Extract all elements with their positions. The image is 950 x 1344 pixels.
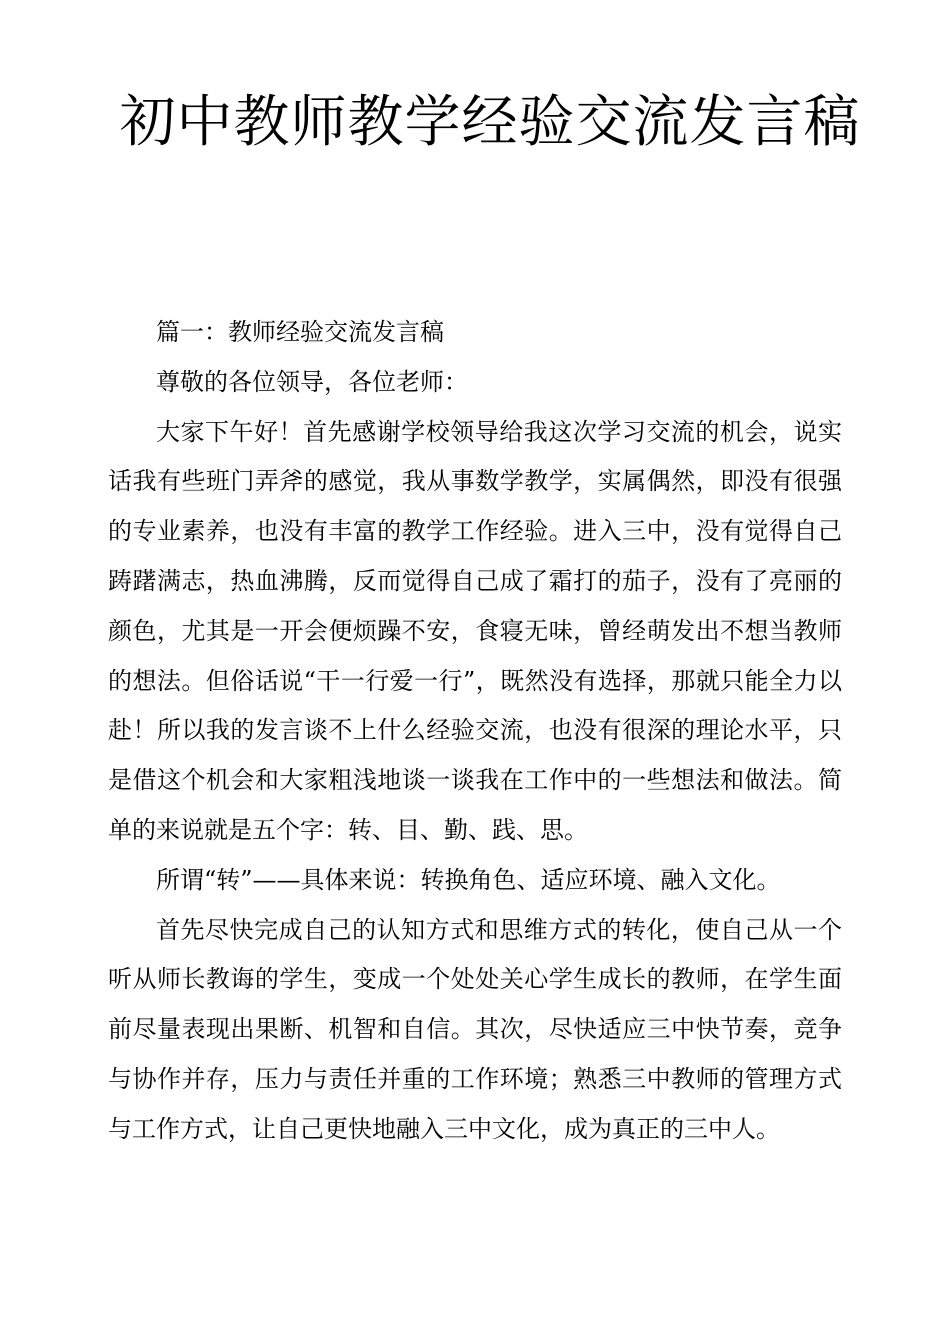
paragraph-zhuan-intro: 所谓“转”——具体来说：转换角色、适应环境、融入文化。 (156, 865, 781, 894)
document-body (108, 308, 842, 1155)
document-title: 初中教师教学经验交流发言稿 (119, 90, 861, 155)
paragraph-zhuan-detail: 首先尽快完成自己的认知方式和思维方式的转化，使自己从一个听从师长教诲的学生，变成一个处处关心学生成长的教师，在学生面前尽量表现出果断、机智和自信。其次，尽快适应三中快节奏，竞争与协作并存，压力与责任并重的工作环境；熟悉三中教师的管理方式与工作方式，让自己更快地融入三中文化，成为真正的三中人。 (108, 915, 842, 1143)
paragraph-salutation: 尊敬的各位领导，各位老师： (156, 367, 468, 396)
paragraph-opening: 大家下午好！首先感谢学校领导给我这次学习交流的机会，说实话我有些班门弄斧的感觉，我从事数学教学，实属偶然，即没有很强的专业素养，也没有丰富的教学工作经验。进入三中，没有觉得自己踌躇满志，热血沸腾，反而觉得自己成了霜打的茄子，没有了亮丽的颜色，尤其是一开会便烦躁不安，食寝无味，曾经萌发出不想当教师的想法。但俗话说“干一行爱一行”，既然没有选择，那就只能全力以赴！所以我的发言谈不上什么经验交流，也没有很深的理论水平，只是借这个机会和大家粗浅地谈一谈我在工作中的一些想法和做法。简单的来说就是五个字：转、目、勤、践、思。 (108, 417, 842, 844)
paragraph-heading: 篇一：教师经验交流发言稿 (156, 318, 444, 346)
